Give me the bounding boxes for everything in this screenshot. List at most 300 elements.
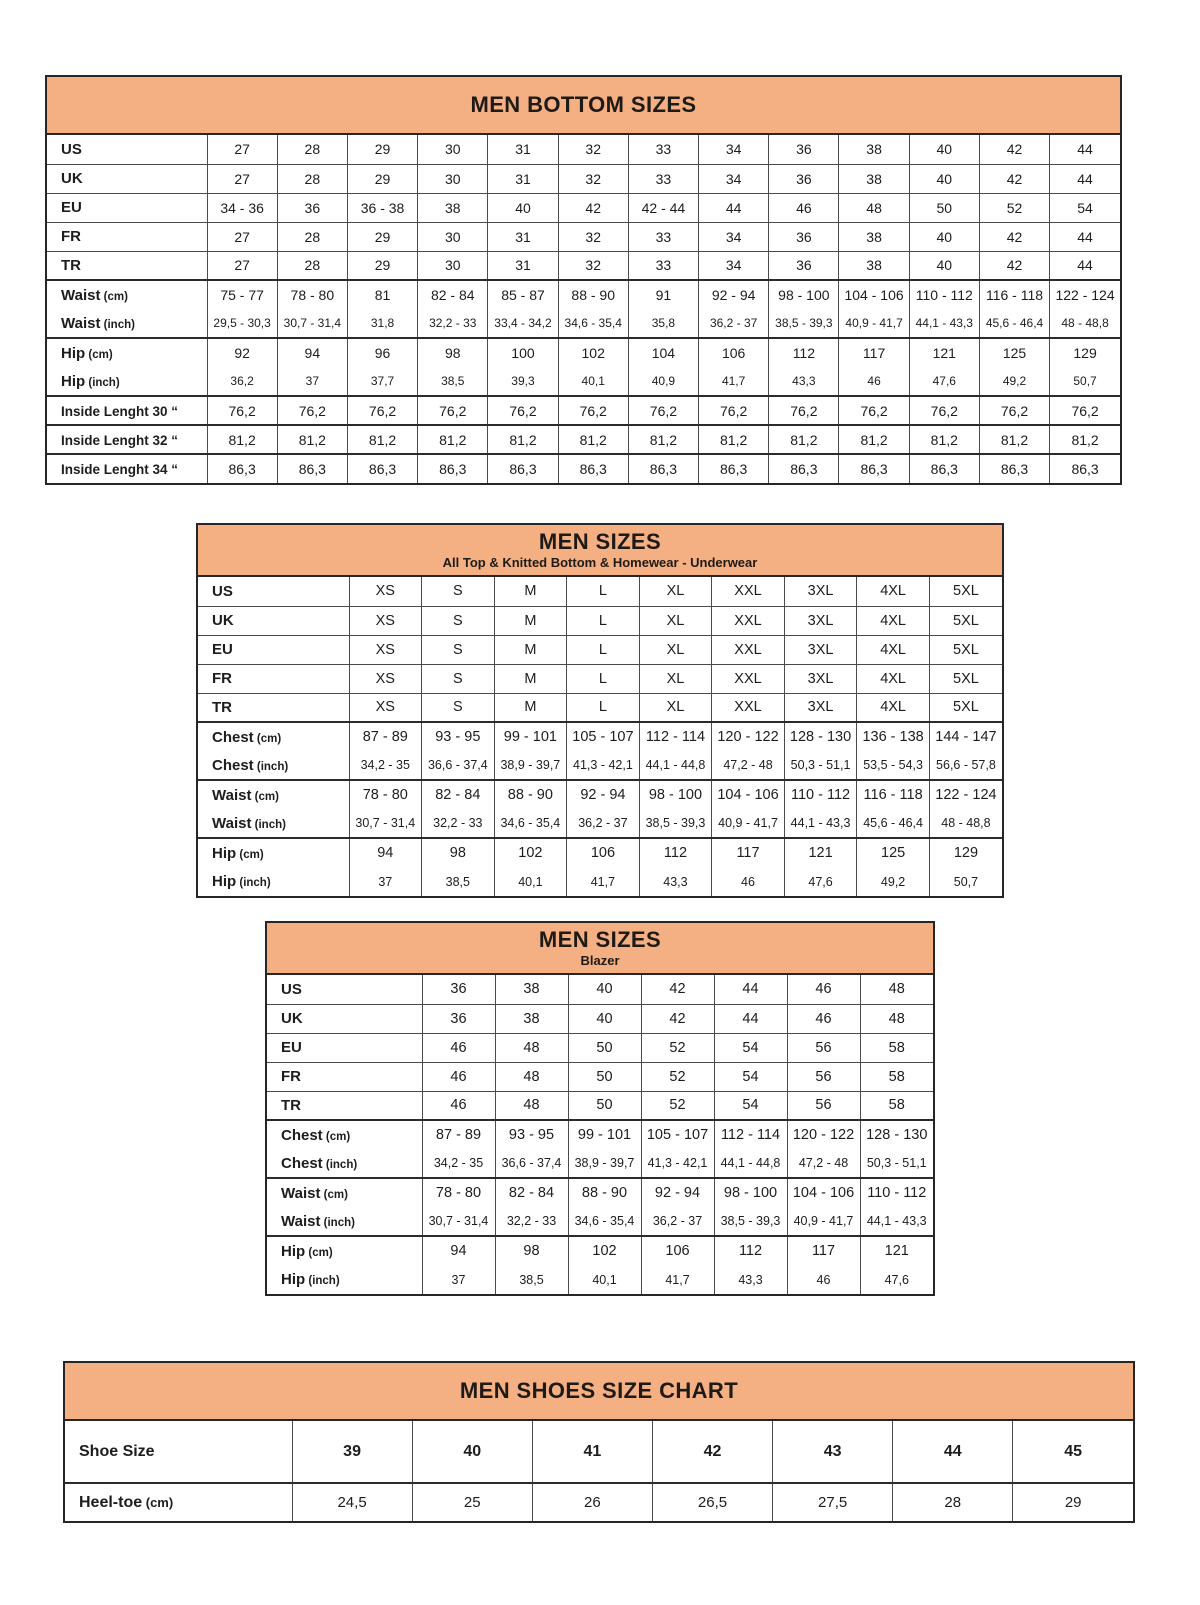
value-cell: 98 - 100	[769, 280, 839, 309]
value-cell: 98 - 100	[639, 780, 712, 809]
value-cell: 36	[277, 193, 347, 222]
value-cell: 91	[628, 280, 698, 309]
value-cell: 128 - 130	[860, 1120, 933, 1149]
value-cell: 81,2	[628, 425, 698, 454]
value-cell: S	[422, 693, 495, 722]
value-cell: 52	[641, 1091, 714, 1120]
value-cell: 44	[699, 193, 769, 222]
value-cell: 40	[568, 975, 641, 1004]
value-cell: 38,5 - 39,3	[769, 309, 839, 338]
value-cell: 32,2 - 33	[418, 309, 488, 338]
value-cell: 43	[773, 1421, 893, 1483]
men-blazer-sizes-header	[267, 923, 933, 975]
value-cell: 36	[769, 222, 839, 251]
value-cell: XS	[349, 664, 422, 693]
value-cell: 81,2	[979, 425, 1049, 454]
value-cell: 27	[207, 135, 277, 164]
value-cell: 4XL	[857, 664, 930, 693]
row-label: EU	[47, 193, 207, 222]
value-cell: 36 - 38	[347, 193, 417, 222]
value-cell: 30	[418, 135, 488, 164]
value-cell: 76,2	[1050, 396, 1120, 425]
value-cell: XXL	[712, 635, 785, 664]
row-label: Shoe Size	[79, 1442, 155, 1460]
value-cell: M	[494, 664, 567, 693]
row-label: EU	[267, 1033, 422, 1062]
value-cell: 5XL	[929, 635, 1002, 664]
value-cell: 41,7	[641, 1265, 714, 1294]
value-cell: 40,1	[494, 867, 567, 896]
value-cell: 29,5 - 30,3	[207, 309, 277, 338]
value-cell: 86,3	[347, 454, 417, 483]
value-cell: L	[567, 577, 640, 606]
value-cell: 86,3	[628, 454, 698, 483]
value-cell: 92	[207, 338, 277, 367]
value-cell: L	[567, 664, 640, 693]
value-cell: 27,5	[773, 1483, 893, 1521]
value-cell: 46	[787, 1004, 860, 1033]
value-cell: 34	[699, 135, 769, 164]
value-cell: 76,2	[839, 396, 909, 425]
row-label: Waist (cm)	[267, 1178, 422, 1207]
value-cell: 27	[207, 251, 277, 280]
value-cell: XXL	[712, 606, 785, 635]
value-cell: 30,7 - 31,4	[422, 1207, 495, 1236]
value-cell: 34,6 - 35,4	[568, 1207, 641, 1236]
value-cell: 39	[292, 1421, 412, 1483]
value-cell: 52	[979, 193, 1049, 222]
value-cell: 86,3	[979, 454, 1049, 483]
row-label: UK	[198, 606, 349, 635]
value-cell: 36,2 - 37	[699, 309, 769, 338]
value-cell: 46	[839, 367, 909, 396]
value-cell: 44	[1050, 135, 1120, 164]
value-cell: 105 - 107	[567, 722, 640, 751]
value-cell: 86,3	[558, 454, 628, 483]
value-cell: 50,3 - 51,1	[860, 1149, 933, 1178]
value-cell: 42	[641, 1004, 714, 1033]
value-cell: 48 - 48,8	[929, 809, 1002, 838]
value-cell: 102	[494, 838, 567, 867]
value-cell: 42	[652, 1421, 772, 1483]
value-cell: 86,3	[418, 454, 488, 483]
row-label: Chest (cm)	[198, 722, 349, 751]
value-cell: 110 - 112	[784, 780, 857, 809]
value-cell: 104 - 106	[712, 780, 785, 809]
value-cell: 34	[699, 164, 769, 193]
value-cell: 40,1	[568, 1265, 641, 1294]
value-cell: 81,2	[488, 425, 558, 454]
value-cell: 42	[641, 975, 714, 1004]
value-cell: 117	[787, 1236, 860, 1265]
value-cell: 40	[488, 193, 558, 222]
value-cell: 47,2 - 48	[712, 751, 785, 780]
value-cell: 48	[839, 193, 909, 222]
value-cell: M	[494, 577, 567, 606]
value-cell: 86,3	[1050, 454, 1120, 483]
value-cell: 122 - 124	[1050, 280, 1120, 309]
value-cell: 112	[639, 838, 712, 867]
value-cell: 28	[277, 164, 347, 193]
value-cell: 56	[787, 1062, 860, 1091]
value-cell: 81,2	[839, 425, 909, 454]
value-cell: 40,9 - 41,7	[712, 809, 785, 838]
value-cell: 125	[979, 338, 1049, 367]
value-cell: 43,3	[714, 1265, 787, 1294]
value-cell: 86,3	[699, 454, 769, 483]
value-cell: 86,3	[207, 454, 277, 483]
value-cell: 50,3 - 51,1	[784, 751, 857, 780]
value-cell: 33,4 - 34,2	[488, 309, 558, 338]
value-cell: 32	[558, 251, 628, 280]
value-cell: XS	[349, 606, 422, 635]
value-cell: 45,6 - 46,4	[979, 309, 1049, 338]
value-cell: 54	[1050, 193, 1120, 222]
value-cell: 40	[909, 222, 979, 251]
value-cell: 40	[568, 1004, 641, 1033]
value-cell: 50	[568, 1033, 641, 1062]
value-cell: 112	[769, 338, 839, 367]
value-cell: XXL	[712, 693, 785, 722]
value-cell: 106	[641, 1236, 714, 1265]
value-cell: S	[422, 664, 495, 693]
value-cell: 36	[422, 975, 495, 1004]
men-top-sizes-grid	[198, 577, 1002, 896]
value-cell: 36,2 - 37	[567, 809, 640, 838]
value-cell: 32	[558, 164, 628, 193]
row-label: US	[61, 140, 82, 158]
value-cell: 76,2	[699, 396, 769, 425]
value-cell: 81,2	[207, 425, 277, 454]
value-cell: 32,2 - 33	[495, 1207, 568, 1236]
value-cell: 34,2 - 35	[349, 751, 422, 780]
value-cell: 99 - 101	[568, 1120, 641, 1149]
value-cell: 125	[857, 838, 930, 867]
value-cell: 44,1 - 43,3	[909, 309, 979, 338]
value-cell: 44,1 - 43,3	[860, 1207, 933, 1236]
value-cell: 33	[628, 135, 698, 164]
value-cell: 46	[422, 1033, 495, 1062]
row-label: Chest (inch)	[281, 1154, 358, 1172]
value-cell: 36	[769, 135, 839, 164]
value-cell: 81,2	[347, 425, 417, 454]
value-cell: 44,1 - 44,8	[639, 751, 712, 780]
row-label: Inside Lenght 30 “	[47, 396, 207, 425]
row-label: Heel-toe (cm)	[65, 1483, 292, 1521]
value-cell: 45,6 - 46,4	[857, 809, 930, 838]
value-cell: 38,9 - 39,7	[494, 751, 567, 780]
value-cell: 44,1 - 43,3	[784, 809, 857, 838]
value-cell: 31	[488, 222, 558, 251]
value-cell: 96	[347, 338, 417, 367]
value-cell: 36,6 - 37,4	[495, 1149, 568, 1178]
value-cell: 110 - 112	[909, 280, 979, 309]
value-cell: 34,6 - 35,4	[558, 309, 628, 338]
value-cell: 35,8	[628, 309, 698, 338]
men-shoes-size-chart-header	[65, 1363, 1133, 1421]
value-cell: 48	[860, 1004, 933, 1033]
value-cell: 41,7	[699, 367, 769, 396]
value-cell: XL	[639, 577, 712, 606]
value-cell: 30	[418, 222, 488, 251]
value-cell: 31,8	[347, 309, 417, 338]
value-cell: 28	[277, 135, 347, 164]
value-cell: 44	[1050, 164, 1120, 193]
value-cell: 26	[532, 1483, 652, 1521]
value-cell: 3XL	[784, 606, 857, 635]
value-cell: 82 - 84	[418, 280, 488, 309]
value-cell: 128 - 130	[784, 722, 857, 751]
value-cell: XS	[349, 577, 422, 606]
value-cell: 58	[860, 1033, 933, 1062]
value-cell: 47,6	[784, 867, 857, 896]
value-cell: 36,2	[207, 367, 277, 396]
value-cell: 44,1 - 44,8	[714, 1149, 787, 1178]
value-cell: 48	[495, 1091, 568, 1120]
value-cell: 50,7	[1050, 367, 1120, 396]
value-cell: 120 - 122	[787, 1120, 860, 1149]
value-cell: 36	[769, 251, 839, 280]
value-cell: 76,2	[628, 396, 698, 425]
men-top-sizes-table	[196, 523, 1004, 898]
value-cell: 28	[277, 251, 347, 280]
value-cell: 42	[979, 164, 1049, 193]
table-title: MEN SIZES	[538, 528, 662, 554]
value-cell: 34	[699, 251, 769, 280]
value-cell: 98 - 100	[714, 1178, 787, 1207]
value-cell: 76,2	[909, 396, 979, 425]
value-cell: 81,2	[277, 425, 347, 454]
value-cell: 30,7 - 31,4	[277, 309, 347, 338]
value-cell: 82 - 84	[422, 780, 495, 809]
value-cell: 42	[558, 193, 628, 222]
value-cell: 121	[909, 338, 979, 367]
value-cell: 48 - 48,8	[1050, 309, 1120, 338]
value-cell: XL	[639, 635, 712, 664]
value-cell: 46	[422, 1091, 495, 1120]
value-cell: 88 - 90	[558, 280, 628, 309]
row-label: Hip (inch)	[61, 372, 120, 390]
value-cell: 4XL	[857, 606, 930, 635]
value-cell: 88 - 90	[568, 1178, 641, 1207]
value-cell: L	[567, 606, 640, 635]
value-cell: 38	[839, 164, 909, 193]
value-cell: 98	[422, 838, 495, 867]
value-cell: 102	[568, 1236, 641, 1265]
row-label: Hip (cm)	[47, 338, 207, 367]
value-cell: 4XL	[857, 635, 930, 664]
value-cell: 98	[495, 1236, 568, 1265]
men-bottom-sizes-grid	[47, 135, 1120, 483]
row-label: TR	[198, 693, 349, 722]
value-cell: 87 - 89	[422, 1120, 495, 1149]
value-cell: 94	[422, 1236, 495, 1265]
value-cell: 38	[418, 193, 488, 222]
men-shoes-size-chart-table	[63, 1361, 1135, 1523]
value-cell: 38,5 - 39,3	[714, 1207, 787, 1236]
value-cell: 92 - 94	[567, 780, 640, 809]
value-cell: 28	[893, 1483, 1013, 1521]
value-cell: 46	[769, 193, 839, 222]
value-cell: 78 - 80	[277, 280, 347, 309]
row-label: Hip (cm)	[267, 1236, 422, 1265]
value-cell: 49,2	[857, 867, 930, 896]
value-cell: 5XL	[929, 693, 1002, 722]
row-label: Waist (inch)	[212, 814, 286, 832]
value-cell: 4XL	[857, 577, 930, 606]
value-cell: 30	[418, 164, 488, 193]
value-cell: 81,2	[769, 425, 839, 454]
value-cell: 40	[909, 251, 979, 280]
value-cell: 41,7	[567, 867, 640, 896]
value-cell: 56	[787, 1033, 860, 1062]
value-cell: 24,5	[292, 1483, 412, 1521]
value-cell: 46	[712, 867, 785, 896]
value-cell: 32	[558, 222, 628, 251]
value-cell: 36,6 - 37,4	[422, 751, 495, 780]
value-cell: 76,2	[488, 396, 558, 425]
value-cell: 81,2	[909, 425, 979, 454]
value-cell: 28	[277, 222, 347, 251]
value-cell: XS	[349, 635, 422, 664]
value-cell: 106	[567, 838, 640, 867]
value-cell: 29	[347, 222, 417, 251]
value-cell: 5XL	[929, 577, 1002, 606]
value-cell: 40,9	[628, 367, 698, 396]
men-blazer-sizes-table	[265, 921, 935, 1296]
value-cell: 40,9 - 41,7	[839, 309, 909, 338]
value-cell: 86,3	[839, 454, 909, 483]
row-label: UK	[267, 1004, 422, 1033]
value-cell: 36	[769, 164, 839, 193]
value-cell: 100	[488, 338, 558, 367]
row-label: Hip (inch)	[281, 1271, 340, 1288]
value-cell: XL	[639, 606, 712, 635]
value-cell: 129	[1050, 338, 1120, 367]
value-cell: 81,2	[558, 425, 628, 454]
value-cell: M	[494, 606, 567, 635]
value-cell: 117	[712, 838, 785, 867]
value-cell: 76,2	[769, 396, 839, 425]
value-cell: 41	[532, 1421, 652, 1483]
value-cell: 38,5	[422, 867, 495, 896]
value-cell: 38	[839, 251, 909, 280]
value-cell: 40	[909, 164, 979, 193]
value-cell: 76,2	[347, 396, 417, 425]
row-label: Waist (cm)	[198, 780, 349, 809]
value-cell: 106	[699, 338, 769, 367]
value-cell: 44	[893, 1421, 1013, 1483]
value-cell: L	[567, 693, 640, 722]
value-cell: S	[422, 606, 495, 635]
value-cell: 104	[628, 338, 698, 367]
row-label: Waist (inch)	[61, 314, 135, 332]
value-cell: 3XL	[784, 635, 857, 664]
value-cell: S	[422, 635, 495, 664]
value-cell: 48	[495, 1033, 568, 1062]
value-cell: 116 - 118	[857, 780, 930, 809]
row-label: TR	[267, 1091, 422, 1120]
value-cell: 38,9 - 39,7	[568, 1149, 641, 1178]
value-cell: 116 - 118	[979, 280, 1049, 309]
value-cell: 86,3	[769, 454, 839, 483]
value-cell: 38,5	[495, 1265, 568, 1294]
value-cell: 76,2	[418, 396, 488, 425]
row-label: Inside Lenght 32 “	[47, 425, 207, 454]
value-cell: 121	[860, 1236, 933, 1265]
value-cell: XL	[639, 664, 712, 693]
value-cell: 46	[422, 1062, 495, 1091]
row-label: EU	[198, 635, 349, 664]
value-cell: 78 - 80	[422, 1178, 495, 1207]
value-cell: 78 - 80	[349, 780, 422, 809]
value-cell: 120 - 122	[712, 722, 785, 751]
row-label: FR	[47, 222, 207, 251]
row-label: UK	[47, 164, 207, 193]
value-cell: 104 - 106	[839, 280, 909, 309]
value-cell: 42 - 44	[628, 193, 698, 222]
value-cell: 110 - 112	[860, 1178, 933, 1207]
men-top-sizes-header	[198, 525, 1002, 577]
men-bottom-sizes-table	[45, 75, 1122, 485]
value-cell: 87 - 89	[349, 722, 422, 751]
value-cell: XXL	[712, 577, 785, 606]
value-cell: 44	[714, 975, 787, 1004]
value-cell: 122 - 124	[929, 780, 1002, 809]
value-cell: 41,3 - 42,1	[641, 1149, 714, 1178]
value-cell: 81,2	[699, 425, 769, 454]
value-cell: 39,3	[488, 367, 558, 396]
value-cell: 29	[1013, 1483, 1133, 1521]
value-cell: 112 - 114	[714, 1120, 787, 1149]
value-cell: 30,7 - 31,4	[349, 809, 422, 838]
row-label: Chest (cm)	[267, 1120, 422, 1149]
row-label: Hip (inch)	[212, 873, 271, 890]
value-cell: 92 - 94	[699, 280, 769, 309]
value-cell: M	[494, 693, 567, 722]
value-cell: 38,5 - 39,3	[639, 809, 712, 838]
value-cell: 40,9 - 41,7	[787, 1207, 860, 1236]
table-subtitle: All Top & Knitted Bottom & Homewear - Underwear	[442, 555, 758, 571]
value-cell: 5XL	[929, 664, 1002, 693]
row-label: Chest (inch)	[212, 756, 289, 774]
value-cell: 86,3	[277, 454, 347, 483]
value-cell: 40	[909, 135, 979, 164]
value-cell: 48	[860, 975, 933, 1004]
value-cell: 81,2	[418, 425, 488, 454]
value-cell: 42	[979, 135, 1049, 164]
value-cell: 38,5	[418, 367, 488, 396]
value-cell: 54	[714, 1091, 787, 1120]
value-cell: 38	[839, 222, 909, 251]
men-bottom-sizes-header	[47, 77, 1120, 135]
value-cell: 50,7	[929, 867, 1002, 896]
value-cell: 76,2	[979, 396, 1049, 425]
value-cell: 33	[628, 222, 698, 251]
value-cell: 52	[641, 1062, 714, 1091]
value-cell: 41,3 - 42,1	[567, 751, 640, 780]
value-cell: 40,1	[558, 367, 628, 396]
value-cell: 56,6 - 57,8	[929, 751, 1002, 780]
value-cell: 33	[628, 164, 698, 193]
value-cell: 54	[714, 1033, 787, 1062]
value-cell: 29	[347, 251, 417, 280]
value-cell: 31	[488, 251, 558, 280]
value-cell: 88 - 90	[494, 780, 567, 809]
value-cell: 58	[860, 1062, 933, 1091]
value-cell: 81	[347, 280, 417, 309]
value-cell: 32,2 - 33	[422, 809, 495, 838]
